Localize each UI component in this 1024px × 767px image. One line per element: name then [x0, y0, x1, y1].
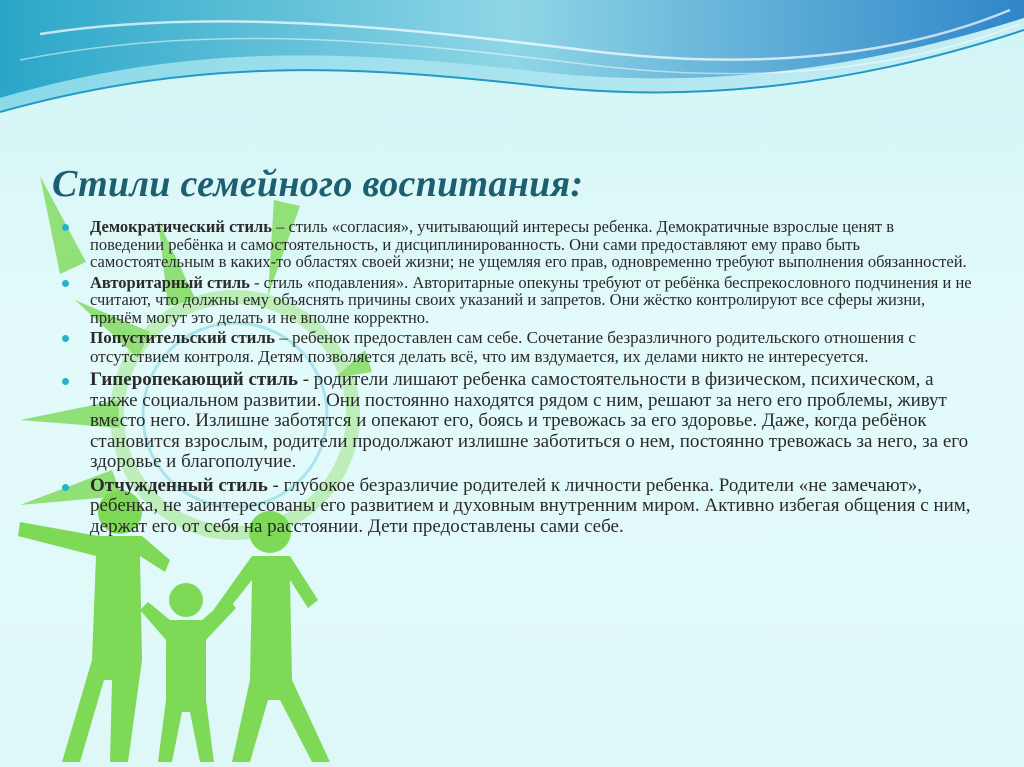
- list-item: [62, 476, 972, 538]
- bullet-dot-icon: [62, 224, 69, 231]
- list-item-description: – стиль «согласия», учитывающий интересы ребенка. Демократичные взрослые ценят в поведении ребёнка и самостоятельность, и дисциплинированность. Они сами предоставляют ему право быть самостоятельным в каких-то областях своей жизни; не ущемляя его прав, одновременно требуют выполнения обязанностей.: [90, 217, 967, 271]
- list-item-description: - родители лишают ребенка самостоятельности в физическом, психическом, а также социальном развитии. Они постоянно находятся рядом с ним, решают за него его проблемы, живут вместо него. Излишне заботятся и опекают его, боясь и тревожась за его здоровье. Даже, когда ребёнок становится взрослым, родители продолжают излишне заботиться о нем, постоянно тревожась за него, за его здоровье и благополучие.: [90, 369, 969, 472]
- list-item-text: [90, 475, 971, 537]
- list-item-description: - глубокое безразличие родителей к личности ребенка. Родители «не замечают», ребенка, не заинтересованы его развитием и духовным внутренним миром. Активно избегая общения с ним, держат его от себя на расстоянии. Дети предоставлены сами себе.: [90, 474, 971, 537]
- list-item-term: Демократический стиль: [90, 217, 272, 236]
- list-item-term: Авторитарный стиль: [90, 272, 250, 292]
- list-item-term: Отчужденный стиль: [90, 474, 268, 496]
- list-item: [62, 274, 972, 327]
- list-item-description: – ребенок предоставлен сам себе. Сочетание безразличного родительского отношения с отсутствием контроля. Детям позволяется делать всё, что им вздумается, их делами никто не интересуется.: [90, 328, 916, 366]
- list-item-term: Попустительский стиль: [90, 328, 276, 347]
- bullet-list: [62, 218, 972, 540]
- list-item: [62, 370, 972, 473]
- list-item-description: - стиль «подавления». Авторитарные опекуны требуют от ребёнка беспрекословного подчинения и не считают, что должны ему объяснять причины своих указаний и запретов. Они жёстко контролируют все сферы жизни, причём могут это делать и не вполне корректно.: [90, 272, 972, 327]
- bullet-dot-icon: [62, 484, 69, 491]
- bullet-dot-icon: [62, 280, 69, 287]
- adult-figure-right: [212, 511, 330, 762]
- list-item-text: [90, 369, 968, 472]
- list-item: [62, 218, 972, 271]
- list-item-text: [90, 328, 916, 366]
- list-item-text: [90, 273, 972, 327]
- list-item-text: [90, 217, 967, 271]
- list-item-term: Гиперопекающий стиль: [90, 369, 298, 390]
- bullet-dot-icon: [62, 335, 69, 342]
- bullet-dot-icon: [62, 378, 69, 385]
- list-item: [62, 329, 972, 366]
- slide-title: Стили семейного воспитания:: [52, 163, 584, 205]
